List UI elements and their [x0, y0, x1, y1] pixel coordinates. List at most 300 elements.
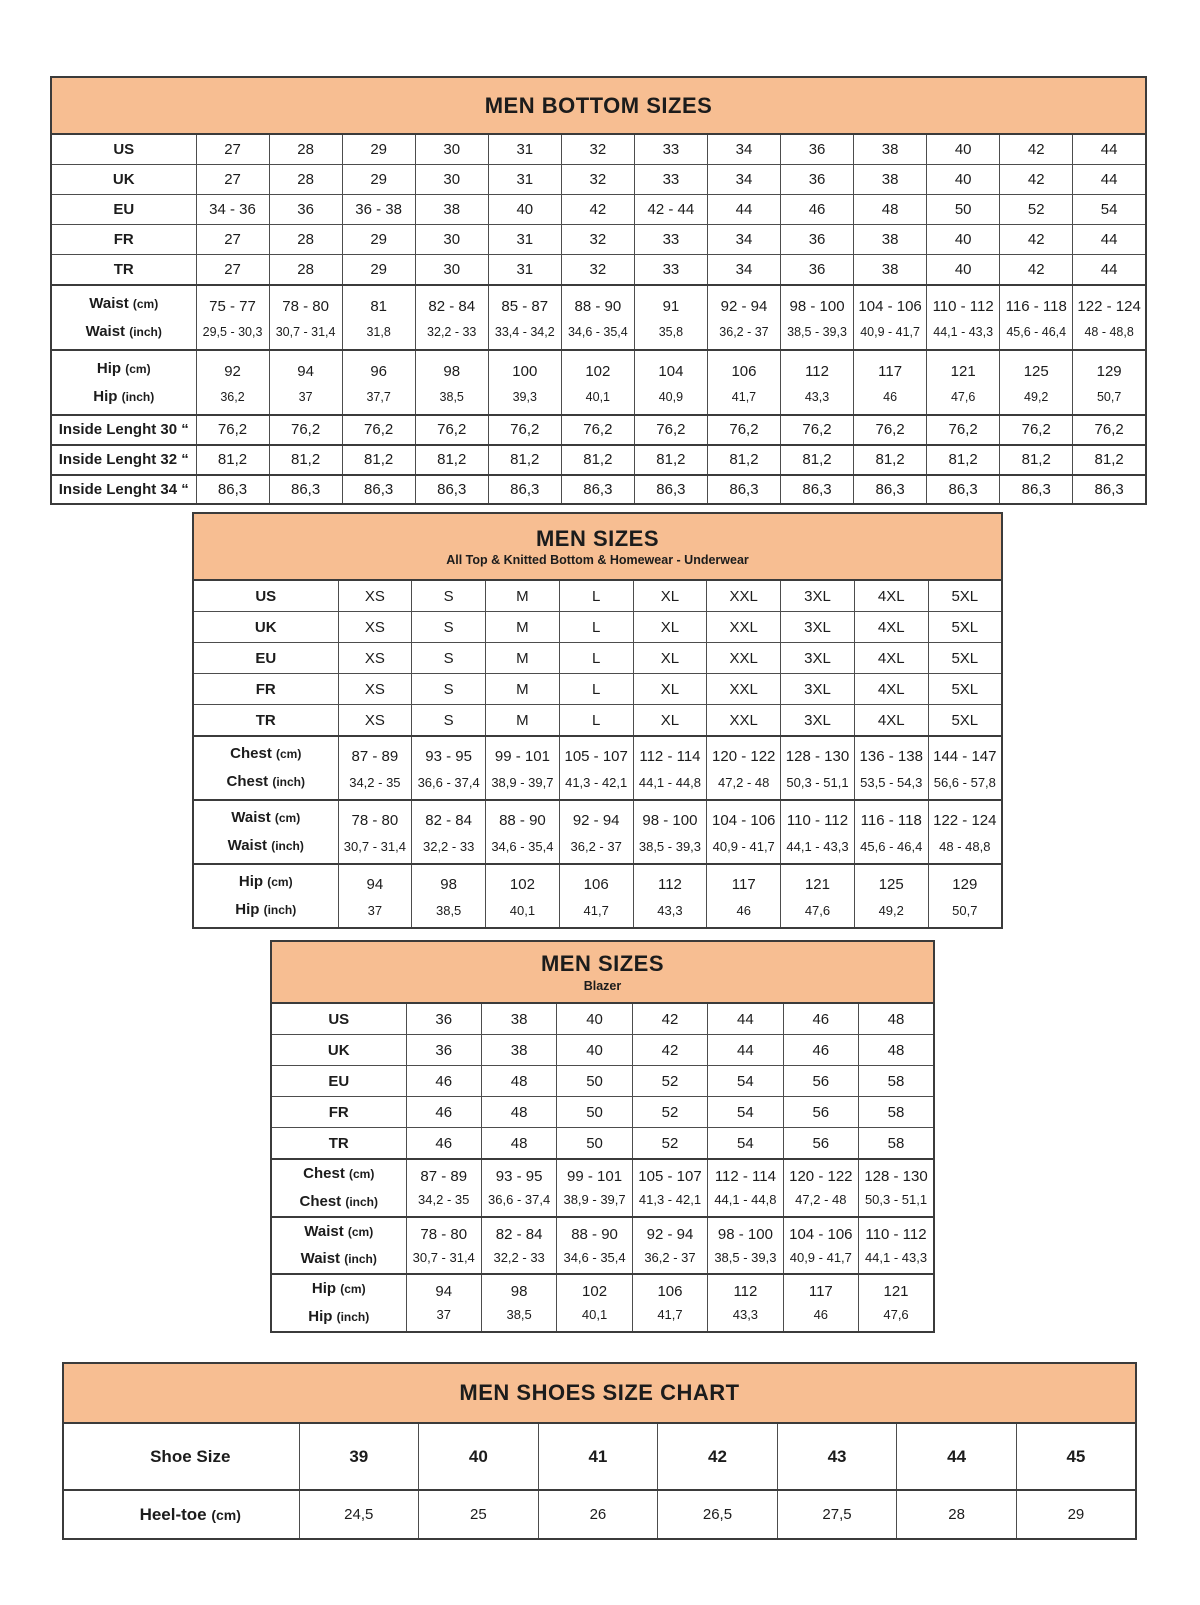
cell-fr-8: 36 [781, 225, 854, 255]
row-eu [271, 1066, 934, 1097]
row-inside-lenght-34-cell-4 [488, 475, 561, 505]
label-unit: (cm) [349, 1167, 375, 1181]
row-inside-lenght-34-cell-0 [196, 475, 269, 505]
row-inside-lenght-34-label [51, 475, 196, 505]
cell-fr-5: 56 [783, 1097, 858, 1128]
cell-value: 81,2 [1021, 451, 1051, 469]
row-inside-lenght-30-cell-2 [342, 415, 415, 445]
cell-tr-11: 42 [1000, 255, 1073, 286]
cell-uk-8: 5XL [928, 612, 1002, 643]
cell-uk-6: 48 [859, 1035, 934, 1066]
row-eu [193, 643, 1002, 674]
row-inside-lenght-30-cell-9 [854, 415, 927, 445]
row-hip-cm-cell-7 [854, 864, 928, 928]
row-hip-cm-cell-10 [927, 350, 1000, 415]
cell-eu-0: 46 [406, 1066, 481, 1097]
row-inside-lenght-30 [51, 415, 1146, 445]
row-hip-cm-cell-6 [634, 350, 707, 415]
cell-us-5: XXL [707, 580, 781, 612]
cell-tr-6: 58 [859, 1128, 934, 1160]
row-inside-lenght-32-cell-11 [1000, 445, 1073, 475]
cell-value: 86,3 [217, 480, 248, 498]
cell-tr-4: 54 [708, 1128, 783, 1160]
cell-us-2: M [486, 580, 560, 612]
cell-value: 94 [366, 875, 384, 893]
cell-uk-12: 44 [1073, 165, 1146, 195]
label-unit: (cm) [340, 1282, 366, 1296]
label-line [194, 768, 338, 796]
cell-fr-3: 52 [632, 1097, 707, 1128]
cell-fr-0: 46 [406, 1097, 481, 1128]
cell-value: 128 - 130 [785, 747, 850, 765]
cell-tr-1: 48 [481, 1128, 556, 1160]
row-chest-cm-cell-5 [707, 736, 781, 800]
cell-uk-3: 30 [415, 165, 488, 195]
row-inside-lenght-34-cell-5 [561, 475, 634, 505]
cell-value: 43,3 [804, 389, 830, 404]
cell-value: 40,1 [585, 389, 611, 404]
cell-value: 106 [731, 362, 757, 380]
cell-value: 102 [585, 362, 611, 380]
row-inside-lenght-32-cell-7 [707, 445, 780, 475]
men-sizes-tops-title-band [193, 513, 1002, 580]
row-hip-cm-cell-1 [481, 1274, 556, 1332]
cell-value: 104 [658, 362, 684, 380]
cell-eu-7: 44 [707, 195, 780, 225]
cell-eu-6: 3XL [781, 643, 855, 674]
cell-fr-3: 30 [415, 225, 488, 255]
cell-tr-5: 56 [783, 1128, 858, 1160]
cell-value: 47,2 - 48 [718, 774, 770, 790]
label-line [272, 1160, 406, 1188]
row-inside-lenght-32-cell-5 [561, 445, 634, 475]
label-text: Chest [226, 773, 273, 790]
cell-value: 86,3 [510, 480, 540, 498]
cell-value: 44 [947, 1446, 967, 1466]
cell-value: 81,2 [290, 451, 321, 469]
cell-value: 99 - 101 [494, 747, 550, 765]
row-waist-cm-cell-8 [928, 800, 1002, 864]
cell-us-10: 40 [927, 134, 1000, 165]
cell-value: 104 - 106 [789, 1225, 853, 1243]
row-us [271, 1003, 934, 1035]
cell-value: 40,1 [581, 1307, 608, 1323]
cell-uk-2: M [486, 612, 560, 643]
label-unit: (cm) [125, 361, 151, 376]
label-text: Heel-toe [139, 1504, 212, 1524]
cell-value: 144 - 147 [933, 747, 997, 765]
row-waist-cm [271, 1217, 934, 1275]
cell-value: 50,7 [952, 902, 978, 918]
cell-value: 92 - 94 [646, 1225, 694, 1243]
row-label-tr: TR [193, 705, 338, 737]
cell-value: 48 - 48,8 [939, 838, 991, 854]
row-hip-cm-cell-6 [859, 1274, 934, 1332]
row-inside-lenght-34-cell-2 [342, 475, 415, 505]
row-heel-toe-cm-cell-6 [1016, 1490, 1136, 1539]
cell-eu-9: 48 [854, 195, 927, 225]
row-waist-cm-cell-2 [486, 800, 560, 864]
cell-value: 96 [370, 362, 387, 380]
cell-value: 37 [367, 902, 383, 918]
cell-eu-3: 38 [415, 195, 488, 225]
cell-value: 41,7 [657, 1307, 683, 1323]
cell-value: 81,2 [364, 451, 394, 469]
cell-value: 81,2 [1094, 451, 1124, 469]
men-shoes-size-chart-title-band [63, 1363, 1136, 1423]
cell-value: 85 - 87 [501, 297, 549, 315]
row-inside-lenght-30-cell-5 [561, 415, 634, 445]
row-tr [193, 705, 1002, 737]
cell-tr-5: 32 [561, 255, 634, 286]
cell-value: 112 - 114 [714, 1168, 776, 1186]
cell-value: 38,5 - 39,3 [638, 838, 702, 854]
row-label-tr: TR [51, 255, 196, 286]
cell-value: 33,4 - 34,2 [494, 324, 555, 339]
row-chest-cm-label [271, 1159, 406, 1217]
cell-value: 98 - 100 [789, 297, 845, 315]
cell-eu-7: 4XL [854, 643, 928, 674]
row-tr [51, 255, 1146, 286]
cell-value: 34,6 - 35,4 [567, 324, 628, 339]
cell-uk-6: 3XL [781, 612, 855, 643]
cell-value: 93 - 95 [495, 1168, 543, 1186]
cell-fr-2: M [486, 674, 560, 705]
cell-value: 50,3 - 51,1 [786, 774, 849, 790]
cell-value: 44,1 - 44,8 [714, 1192, 777, 1208]
cell-us-5: 46 [783, 1003, 858, 1035]
row-hip-cm-label [51, 350, 196, 415]
row-heel-toe-cm-cell-1 [419, 1490, 539, 1539]
cell-uk-1: 38 [481, 1035, 556, 1066]
row-waist-cm-cell-3 [415, 285, 488, 350]
cell-value: 26 [589, 1506, 607, 1523]
cell-value: 106 [657, 1283, 683, 1301]
cell-fr-1: 28 [269, 225, 342, 255]
row-waist-cm-cell-1 [269, 285, 342, 350]
cell-eu-5: 56 [783, 1066, 858, 1097]
cell-tr-0: 27 [196, 255, 269, 286]
cell-value: 117 [808, 1283, 833, 1301]
cell-us-7: 4XL [854, 580, 928, 612]
cell-value: 35,8 [658, 324, 684, 339]
cell-value: 105 - 107 [564, 747, 628, 765]
row-hip-cm-cell-3 [559, 864, 633, 928]
row-chest-cm-cell-1 [412, 736, 486, 800]
row-label-eu: EU [271, 1066, 406, 1097]
row-chest-cm-cell-4 [708, 1159, 783, 1217]
cell-value: 76,2 [364, 421, 394, 439]
label-line [52, 383, 196, 411]
row-label-uk: UK [51, 165, 196, 195]
cell-value: 50,7 [1096, 389, 1122, 404]
row-inside-lenght-34-cell-1 [269, 475, 342, 505]
row-us [51, 134, 1146, 165]
row-hip-cm-cell-2 [342, 350, 415, 415]
cell-eu-3: L [559, 643, 633, 674]
cell-value: 46 [736, 902, 751, 918]
row-heel-toe-cm-cell-4 [777, 1490, 897, 1539]
cell-value: 25 [470, 1506, 487, 1523]
cell-value: 112 [733, 1283, 758, 1301]
row-waist-cm-cell-5 [707, 800, 781, 864]
label-line [194, 832, 338, 860]
row-inside-lenght-32-label [51, 445, 196, 475]
row-inside-lenght-34-cell-9 [854, 475, 927, 505]
cell-us-6: 48 [859, 1003, 934, 1035]
cell-value: 82 - 84 [428, 297, 476, 315]
cell-value: 34,2 - 35 [349, 774, 401, 790]
cell-value: 36,2 - 37 [719, 324, 769, 339]
cell-value: 76,2 [510, 421, 540, 439]
row-waist-cm-label [51, 285, 196, 350]
row-waist-cm-cell-9 [854, 285, 927, 350]
cell-value: 38,5 - 39,3 [787, 324, 847, 339]
row-waist-cm-cell-6 [781, 800, 855, 864]
cell-uk-3: 42 [632, 1035, 707, 1066]
row-waist-cm-cell-0 [196, 285, 269, 350]
label-text: Inside Lenght 30 “ [58, 421, 189, 438]
cell-uk-9: 38 [854, 165, 927, 195]
cell-value: 81,2 [437, 451, 467, 469]
cell-value: 98 - 100 [717, 1225, 773, 1243]
cell-value: 38,5 [506, 1307, 532, 1323]
cell-tr-6: 3XL [781, 705, 855, 737]
row-us [193, 580, 1002, 612]
row-chest-cm [193, 736, 1002, 800]
cell-value: 41,3 - 42,1 [638, 1192, 702, 1208]
cell-value: 121 [883, 1283, 909, 1301]
row-inside-lenght-30-label [51, 415, 196, 445]
cell-us-1: S [412, 580, 486, 612]
row-inside-lenght-30-cell-12 [1073, 415, 1146, 445]
cell-us-7: 34 [707, 134, 780, 165]
row-waist-cm-label [193, 800, 338, 864]
cell-value: 76,2 [1094, 421, 1124, 439]
cell-value: 81,2 [583, 451, 613, 469]
row-chest-cm-cell-8 [928, 736, 1002, 800]
row-hip-cm-cell-12 [1073, 350, 1146, 415]
cell-value: 49,2 [1024, 389, 1049, 404]
cell-fr-7: 4XL [854, 674, 928, 705]
row-inside-lenght-34-cell-6 [634, 475, 707, 505]
cell-value: 40,9 - 41,7 [860, 324, 920, 339]
row-heel-toe-cm-cell-2 [538, 1490, 658, 1539]
cell-value: 40,9 [658, 389, 684, 404]
row-inside-lenght-34 [51, 475, 1146, 505]
label-line [52, 355, 196, 383]
row-inside-lenght-32-cell-4 [488, 445, 561, 475]
cell-eu-2: M [486, 643, 560, 674]
cell-uk-7: 4XL [854, 612, 928, 643]
row-waist-cm-cell-3 [559, 800, 633, 864]
row-shoe-size-cell-3 [658, 1423, 778, 1490]
cell-us-3: L [559, 580, 633, 612]
cell-tr-10: 40 [927, 255, 1000, 286]
cell-value: 120 - 122 [789, 1168, 853, 1186]
row-hip-cm-cell-3 [415, 350, 488, 415]
men-bottom-sizes-title: MEN BOTTOM SIZES [484, 92, 713, 118]
row-label-uk: UK [271, 1035, 406, 1066]
row-heel-toe-cm-label [63, 1490, 299, 1539]
row-uk [271, 1035, 934, 1066]
cell-fr-8: 5XL [928, 674, 1002, 705]
row-inside-lenght-30-cell-0 [196, 415, 269, 445]
label-text: Chest [299, 1192, 346, 1210]
label-text: Hip [96, 359, 126, 377]
cell-value: 40,9 - 41,7 [712, 838, 775, 854]
row-waist-cm-label [271, 1217, 406, 1275]
cell-tr-1: 28 [269, 255, 342, 286]
label-unit: (inch) [263, 903, 297, 917]
row-fr [51, 225, 1146, 255]
cell-value: 88 - 90 [574, 297, 622, 315]
cell-value: 112 - 114 [639, 747, 701, 765]
label-text: Waist [300, 1250, 345, 1268]
men-bottom-sizes-title-row [51, 77, 1146, 134]
cell-fr-3: L [559, 674, 633, 705]
label-line [272, 1275, 406, 1303]
row-hip-cm-cell-8 [781, 350, 854, 415]
cell-value: 102 [509, 875, 535, 893]
row-shoe-size-cell-4 [777, 1423, 897, 1490]
label-unit: (cm) [274, 811, 301, 826]
cell-value: 78 - 80 [420, 1225, 468, 1243]
row-chest-cm-cell-5 [783, 1159, 858, 1217]
row-chest-cm-cell-4 [633, 736, 707, 800]
cell-value: 32,2 - 33 [493, 1249, 545, 1265]
cell-value: 75 - 77 [209, 297, 256, 315]
row-hip-cm-cell-1 [412, 864, 486, 928]
cell-value: 125 [878, 875, 904, 893]
cell-us-4: 31 [488, 134, 561, 165]
cell-value: 86,3 [437, 480, 467, 498]
cell-us-8: 36 [781, 134, 854, 165]
men-sizes-blazer-title-row [271, 941, 934, 1003]
cell-us-8: 5XL [928, 580, 1002, 612]
cell-value: 41 [588, 1446, 608, 1466]
cell-value: 92 [224, 362, 241, 380]
cell-value: 30,7 - 31,4 [412, 1249, 475, 1265]
row-hip-cm-cell-4 [633, 864, 707, 928]
label-line [52, 318, 196, 346]
cell-value: 44,1 - 43,3 [786, 838, 849, 854]
cell-eu-2: 36 - 38 [342, 195, 415, 225]
cell-value: 36,2 - 37 [570, 838, 622, 854]
cell-value: 94 [435, 1283, 453, 1301]
cell-value: 81 [370, 297, 387, 315]
cell-value: 81,2 [948, 451, 978, 469]
cell-value: 39 [349, 1446, 369, 1466]
cell-eu-2: 50 [557, 1066, 632, 1097]
cell-us-0: XS [338, 580, 412, 612]
cell-value: 28 [948, 1506, 965, 1523]
cell-fr-10: 40 [927, 225, 1000, 255]
cell-uk-3: L [559, 612, 633, 643]
cell-us-6: 3XL [781, 580, 855, 612]
cell-value: 45 [1066, 1446, 1086, 1466]
cell-value: 110 - 112 [865, 1225, 927, 1243]
cell-value: 43 [827, 1446, 847, 1466]
label-unit: (cm) [211, 1506, 241, 1523]
row-chest-cm-cell-0 [338, 736, 412, 800]
cell-value: 27,5 [822, 1506, 852, 1523]
row-heel-toe-cm-cell-3 [658, 1490, 778, 1539]
row-fr [193, 674, 1002, 705]
cell-value: 36,2 [220, 389, 245, 404]
cell-eu-0: 34 - 36 [196, 195, 269, 225]
cell-value: 53,5 - 54,3 [860, 774, 923, 790]
row-waist-cm-cell-0 [338, 800, 412, 864]
cell-us-2: 40 [557, 1003, 632, 1035]
row-waist-cm-cell-1 [412, 800, 486, 864]
cell-value: 40 [468, 1446, 488, 1466]
cell-value: 86,3 [290, 480, 321, 498]
cell-value: 105 - 107 [638, 1168, 702, 1186]
cell-value: 121 [804, 875, 830, 893]
cell-value: 98 - 100 [642, 811, 698, 829]
cell-uk-10: 40 [927, 165, 1000, 195]
cell-value: 43,3 [732, 1307, 759, 1323]
cell-uk-1: S [412, 612, 486, 643]
cell-value: 37 [298, 389, 313, 404]
cell-value: 41,7 [731, 389, 757, 404]
row-waist-cm-cell-6 [634, 285, 707, 350]
cell-value: 44,1 - 43,3 [933, 324, 994, 339]
cell-value: 86,3 [948, 480, 978, 498]
cell-tr-3: L [559, 705, 633, 737]
row-waist-cm-cell-1 [481, 1217, 556, 1275]
cell-eu-5: XXL [707, 643, 781, 674]
row-inside-lenght-30-cell-6 [634, 415, 707, 445]
cell-tr-6: 33 [634, 255, 707, 286]
cell-eu-12: 54 [1073, 195, 1146, 225]
cell-tr-2: 50 [557, 1128, 632, 1160]
label-unit: (cm) [276, 747, 302, 762]
cell-uk-6: 33 [634, 165, 707, 195]
cell-value: 112 [805, 362, 829, 380]
row-inside-lenght-32-cell-12 [1073, 445, 1146, 475]
row-inside-lenght-30-cell-4 [488, 415, 561, 445]
label-text: Waist [227, 837, 272, 854]
label-line [82, 1499, 299, 1530]
cell-value: 41,7 [583, 902, 609, 918]
row-inside-lenght-34-cell-11 [1000, 475, 1073, 505]
row-hip-cm-cell-9 [854, 350, 927, 415]
row-chest-cm-cell-2 [486, 736, 560, 800]
row-inside-lenght-32-cell-10 [927, 445, 1000, 475]
cell-us-5: 32 [561, 134, 634, 165]
row-hip-cm-cell-4 [708, 1274, 783, 1332]
label-unit: (cm) [267, 875, 293, 890]
row-waist-cm-cell-4 [633, 800, 707, 864]
cell-tr-4: 31 [488, 255, 561, 286]
cell-eu-6: 42 - 44 [634, 195, 707, 225]
cell-value: 93 - 95 [425, 747, 472, 765]
cell-tr-7: 34 [707, 255, 780, 286]
row-label-uk: UK [193, 612, 338, 643]
cell-value: 38,5 [439, 389, 464, 404]
cell-tr-2: 29 [342, 255, 415, 286]
cell-us-9: 38 [854, 134, 927, 165]
cell-value: 92 - 94 [720, 297, 768, 315]
cell-uk-11: 42 [1000, 165, 1073, 195]
cell-value: 78 - 80 [282, 297, 329, 315]
cell-value: 122 - 124 [933, 811, 997, 829]
label-line [52, 476, 196, 504]
row-inside-lenght-32-cell-8 [781, 445, 854, 475]
men-bottom-sizes-table [50, 76, 1147, 505]
